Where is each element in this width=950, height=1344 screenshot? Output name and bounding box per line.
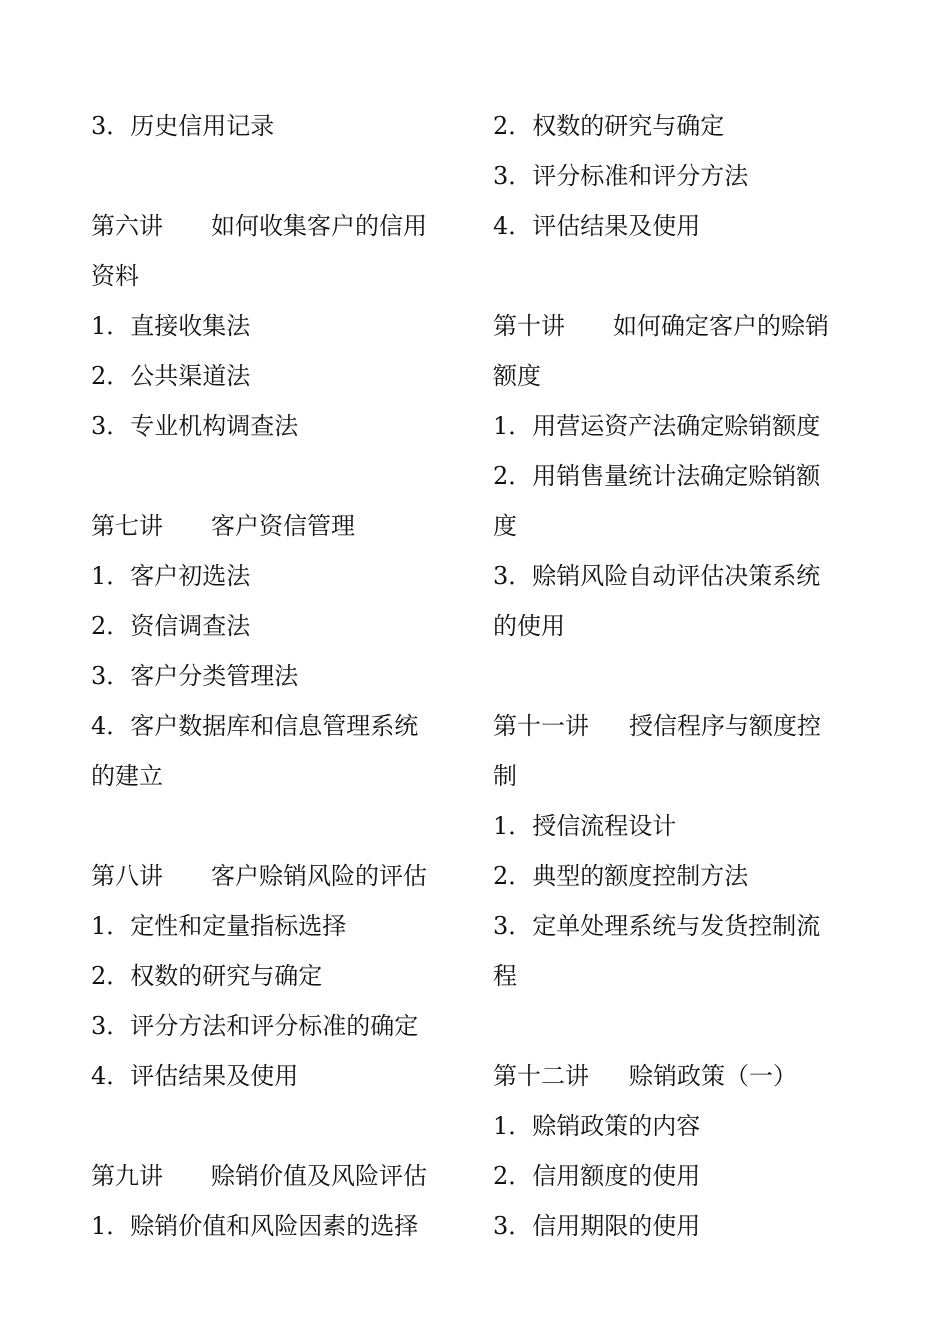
- spacer: [91, 151, 451, 201]
- section-number: 第九讲: [91, 1162, 163, 1190]
- list-item: 4．评估结果及使用: [91, 1062, 299, 1090]
- list-item: 1．赊销政策的内容: [493, 1112, 701, 1140]
- section-heading-9: [91, 1151, 451, 1201]
- list-item: 2．用销售量统计法确定赊销额: [493, 462, 821, 490]
- section-number: 第六讲: [91, 212, 163, 240]
- list-item-continued: 的建立: [91, 762, 163, 790]
- section-heading-8: [91, 851, 451, 901]
- list-item: 3．专业机构调查法: [91, 412, 299, 440]
- list-item: 3．赊销风险自动评估决策系统: [493, 562, 821, 590]
- section-title: 赊销政策（一）: [629, 1062, 797, 1090]
- spacer: [493, 651, 853, 701]
- list-item: 1．客户初选法: [91, 562, 251, 590]
- spacer: [91, 1101, 451, 1151]
- section-heading-12: [493, 1051, 853, 1101]
- section-heading-11: [493, 701, 853, 751]
- list-item: 3．历史信用记录: [91, 112, 275, 140]
- section-heading-6: [91, 201, 451, 251]
- list-item: 4．评估结果及使用: [493, 212, 701, 240]
- list-item: 3．评分标准和评分方法: [493, 162, 749, 190]
- section-title-continued: 制: [493, 762, 517, 790]
- list-item-continued: 的使用: [493, 612, 565, 640]
- list-item: 3．定单处理系统与发货控制流: [493, 912, 821, 940]
- list-item: 2．资信调查法: [91, 612, 251, 640]
- section-number: 第十一讲: [493, 712, 589, 740]
- list-item-continued: 程: [493, 962, 517, 990]
- spacer: [493, 251, 853, 301]
- list-item: 1．赊销价值和风险因素的选择: [91, 1212, 419, 1240]
- list-item: 1．定性和定量指标选择: [91, 912, 347, 940]
- list-item: 1．用营运资产法确定赊销额度: [493, 412, 821, 440]
- list-item: 3．信用期限的使用: [493, 1212, 701, 1240]
- section-title: 授信程序与额度控: [629, 712, 821, 740]
- section-number: 第八讲: [91, 862, 163, 890]
- list-item: 3．评分方法和评分标准的确定: [91, 1012, 419, 1040]
- section-title-continued: 额度: [493, 362, 541, 390]
- list-item: 4．客户数据库和信息管理系统: [91, 712, 419, 740]
- section-number: 第七讲: [91, 512, 163, 540]
- section-heading-10: [493, 301, 853, 351]
- list-item: 2．信用额度的使用: [493, 1162, 701, 1190]
- spacer: [91, 801, 451, 851]
- list-item: 2．典型的额度控制方法: [493, 862, 749, 890]
- section-title: 如何确定客户的赊销: [613, 312, 829, 340]
- list-item: 2．权数的研究与确定: [493, 112, 725, 140]
- list-item: 2．权数的研究与确定: [91, 962, 323, 990]
- list-item: 2．公共渠道法: [91, 362, 251, 390]
- section-title: 赊销价值及风险评估: [211, 1162, 427, 1190]
- list-item: 1．直接收集法: [91, 312, 251, 340]
- spacer: [493, 1001, 853, 1051]
- section-number: 第十二讲: [493, 1062, 589, 1090]
- section-title: 客户资信管理: [211, 512, 355, 540]
- list-item-continued: 度: [493, 512, 517, 540]
- section-title-continued: 资料: [91, 262, 139, 290]
- left-column: [91, 101, 451, 1251]
- right-column: [493, 101, 853, 1251]
- section-number: 第十讲: [493, 312, 565, 340]
- spacer: [91, 451, 451, 501]
- list-item: 1．授信流程设计: [493, 812, 677, 840]
- section-title: 如何收集客户的信用: [211, 212, 427, 240]
- list-item: 3．客户分类管理法: [91, 662, 299, 690]
- section-heading-7: [91, 501, 451, 551]
- section-title: 客户赊销风险的评估: [211, 862, 427, 890]
